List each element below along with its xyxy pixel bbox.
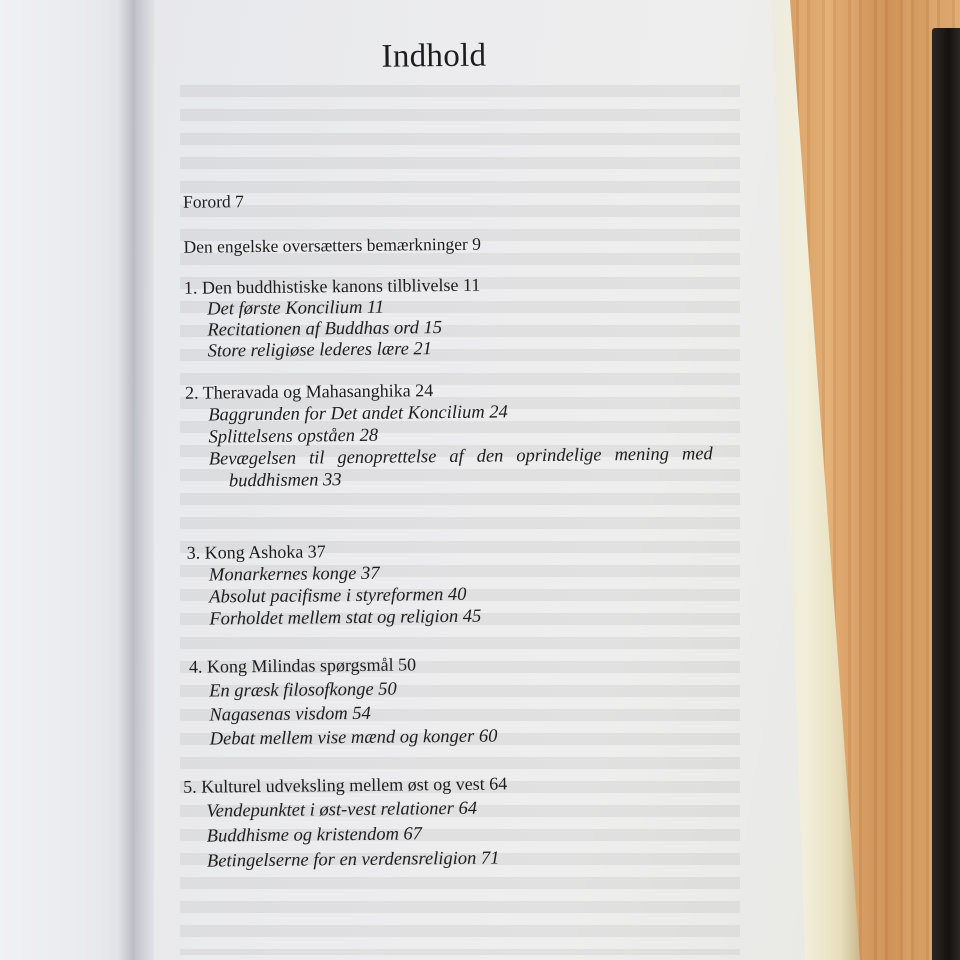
toc-section: Monarkernes konge 37	[208, 563, 380, 586]
toc-section: Forholdet mellem stat og religion 45	[209, 606, 482, 630]
toc-chapter-4: 4. Kong Milindas spørgsmål 50	[188, 654, 417, 677]
toc-section: Recitationen af Buddhas ord 15	[207, 318, 443, 341]
toc-section: Bevægelsen til genoprettelse af den oprindelige mening med	[208, 444, 713, 470]
page-title: Indhold	[381, 37, 487, 75]
toc-section: Buddhisme og kristendom 67	[206, 824, 423, 847]
toc-section: Nagasenas visdom 54	[209, 703, 371, 726]
toc-section: Det første Koncilium 11	[207, 297, 385, 320]
toc-section: Absolut pacifisme i styreformen 40	[209, 584, 467, 608]
toc-chapter-5: 5. Kulturel udveksling mellem øst og vest 64	[183, 773, 508, 797]
toc-entry-translator-notes: Den engelske oversætters bemærkninger 9	[183, 233, 482, 257]
toc-section-continuation: buddhismen 33	[228, 470, 342, 492]
toc-chapter-2: 2. Theravada og Mahasanghika 24	[184, 380, 434, 403]
toc-entry-foreword: Forord 7	[182, 191, 244, 212]
toc-section: Vendepunktet i øst-vest relationer 64	[206, 798, 478, 822]
toc-section: Splittelsens opståen 28	[208, 425, 379, 448]
toc-section: En græsk filosofkonge 50	[209, 679, 397, 702]
toc-section: Store religiøse lederes lære 21	[207, 339, 433, 362]
toc-section: Debat mellem vise mænd og konger 60	[209, 726, 498, 750]
toc-chapter-3: 3. Kong Ashoka 37	[186, 541, 326, 563]
toc-section: Betingelserne for en verdensreligion 71	[206, 848, 500, 872]
toc-section: Baggrunden for Det andet Koncilium 24	[208, 402, 508, 426]
toc-chapter-1: 1. Den buddhistiske kanons tilblivelse 11	[183, 274, 481, 298]
